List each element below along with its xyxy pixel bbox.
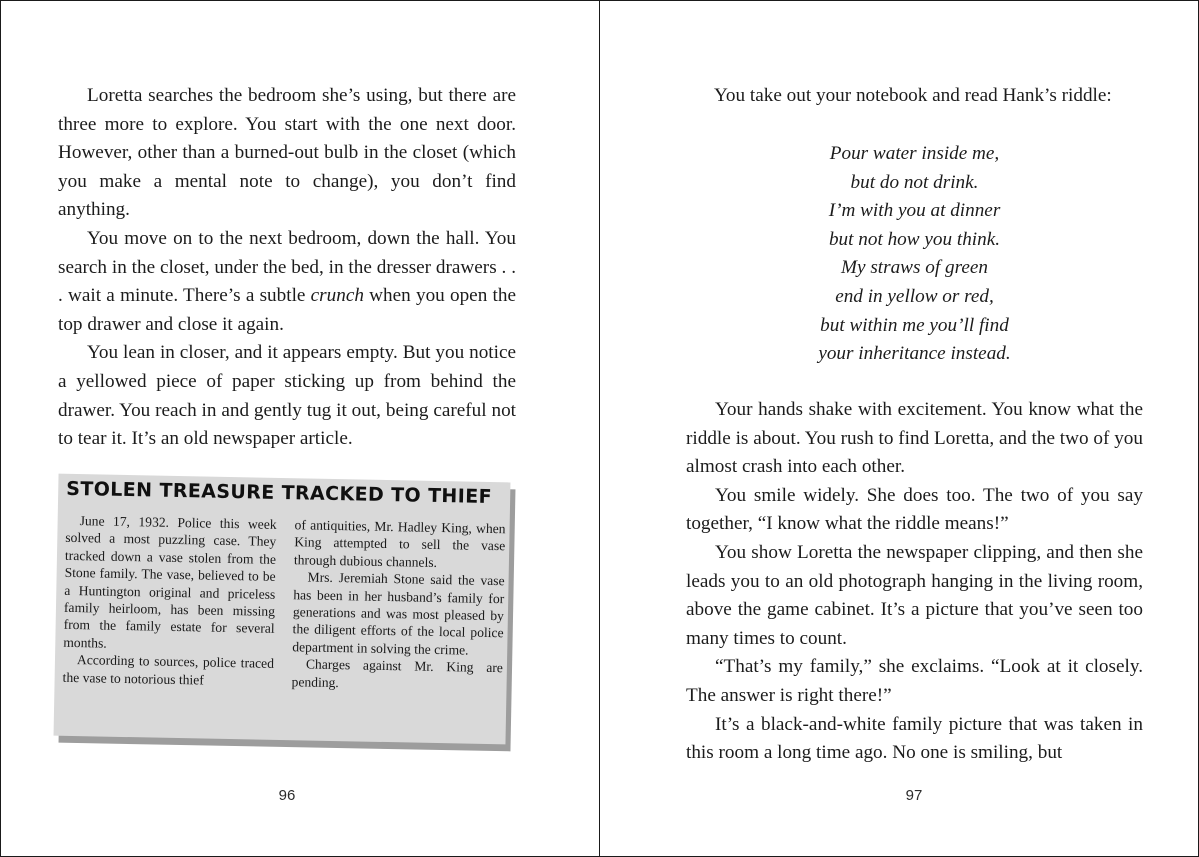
right-page-body [686,396,1143,768]
clipping-paragraph: According to sources, police traced the vase to notorious thief [62,652,275,688]
clipping-column-right [291,516,505,694]
poem-line: but do not drink. [850,171,979,193]
clipping-paragraph: June 17, 1932. Police this week solved a most puzzling case. They tracked down a vase stolen from the Stone family. The vase, believed to be a Huntington original and priceless family heirloom, has been missing from the family estate for several months. [63,513,277,651]
paragraph: You move on to the next bedroom, down the hall. You search in the closet, under the bed, in the dresser drawers . . . wait a minute. There’s a subtle crunch when you open the top drawer and close it again. [58,227,516,335]
page-number-right: 97 [905,787,923,804]
clipping-paragraph: Charges against Mr. King are pending. [291,656,504,690]
poem-line: your inheritance instead. [818,343,1011,365]
poem-line: but within me you’ll find [820,314,1009,336]
clipping-headline: STOLEN TREASURE TRACKED TO THIEF [66,477,493,509]
clipping-paragraph: of antiquities, Mr. Hadley King, when King attempted to sell the vase through dubious channels. [293,517,506,570]
paragraph-text-part: when you open the top drawer and close it again. [58,285,516,335]
paragraph: Loretta searches the bedroom she’s using, but there are three more to explore. You start with the one next door. However, other than a burned-out bulb in the closet (which you make a mental note to change), you don’t find anything. [58,85,516,221]
clipping-column-left [62,512,276,690]
paragraph: You lean in closer, and it appears empty. But you notice a yellowed piece of paper sticking up from behind the drawer. You reach in and gently tug it out, being careful not to tear it. It’s an old newspaper article. [58,342,516,450]
paragraph: It’s a black-and-white family picture that was taken in this room a long time ago. No one is smiling, but [686,713,1143,764]
paragraph: Your hands shake with excitement. You know what the riddle is about. You rush to find Loretta, and the two of you almost crash into each other. [686,399,1143,478]
paragraph: You smile widely. She does too. The two of you say together, “I know what the riddle means!” [686,484,1143,535]
poem-line: but not how you think. [828,228,1001,250]
clipping-paragraph: Mrs. Jeremiah Stone said the vase has been in her husband’s family for generations and was most pleased by the diligent efforts of the local police department in solving the crime. [292,569,505,658]
riddle-poem [686,140,1143,369]
newspaper-clipping [54,474,511,745]
right-page [600,1,1198,856]
paragraph: You show Loretta the newspaper clipping, and then she leads you to an old photograph hanging in the living room, above the game cabinet. It’s a picture that you’ve seen too many times to count. [686,541,1143,649]
poem-line: My straws of green [841,257,988,279]
left-page-body [58,82,516,454]
paragraph-text-part: You move on to the next bedroom, down the hall. You search in the closet, under the bed, in the dresser drawers . . . wait a minute. There’s a subtle [58,227,516,307]
page-number-left: 96 [278,787,296,804]
paragraph: “That’s my family,” she exclaims. “Look at it closely. The answer is right there!” [686,656,1143,706]
poem-line: I’m with you at dinner [828,200,1001,222]
left-page [1,1,599,856]
riddle-intro: You take out your notebook and read Hank’s riddle: [714,85,1112,106]
poem-line: end in yellow or red, [835,285,994,307]
poem-line: Pour water inside me, [829,143,1000,164]
